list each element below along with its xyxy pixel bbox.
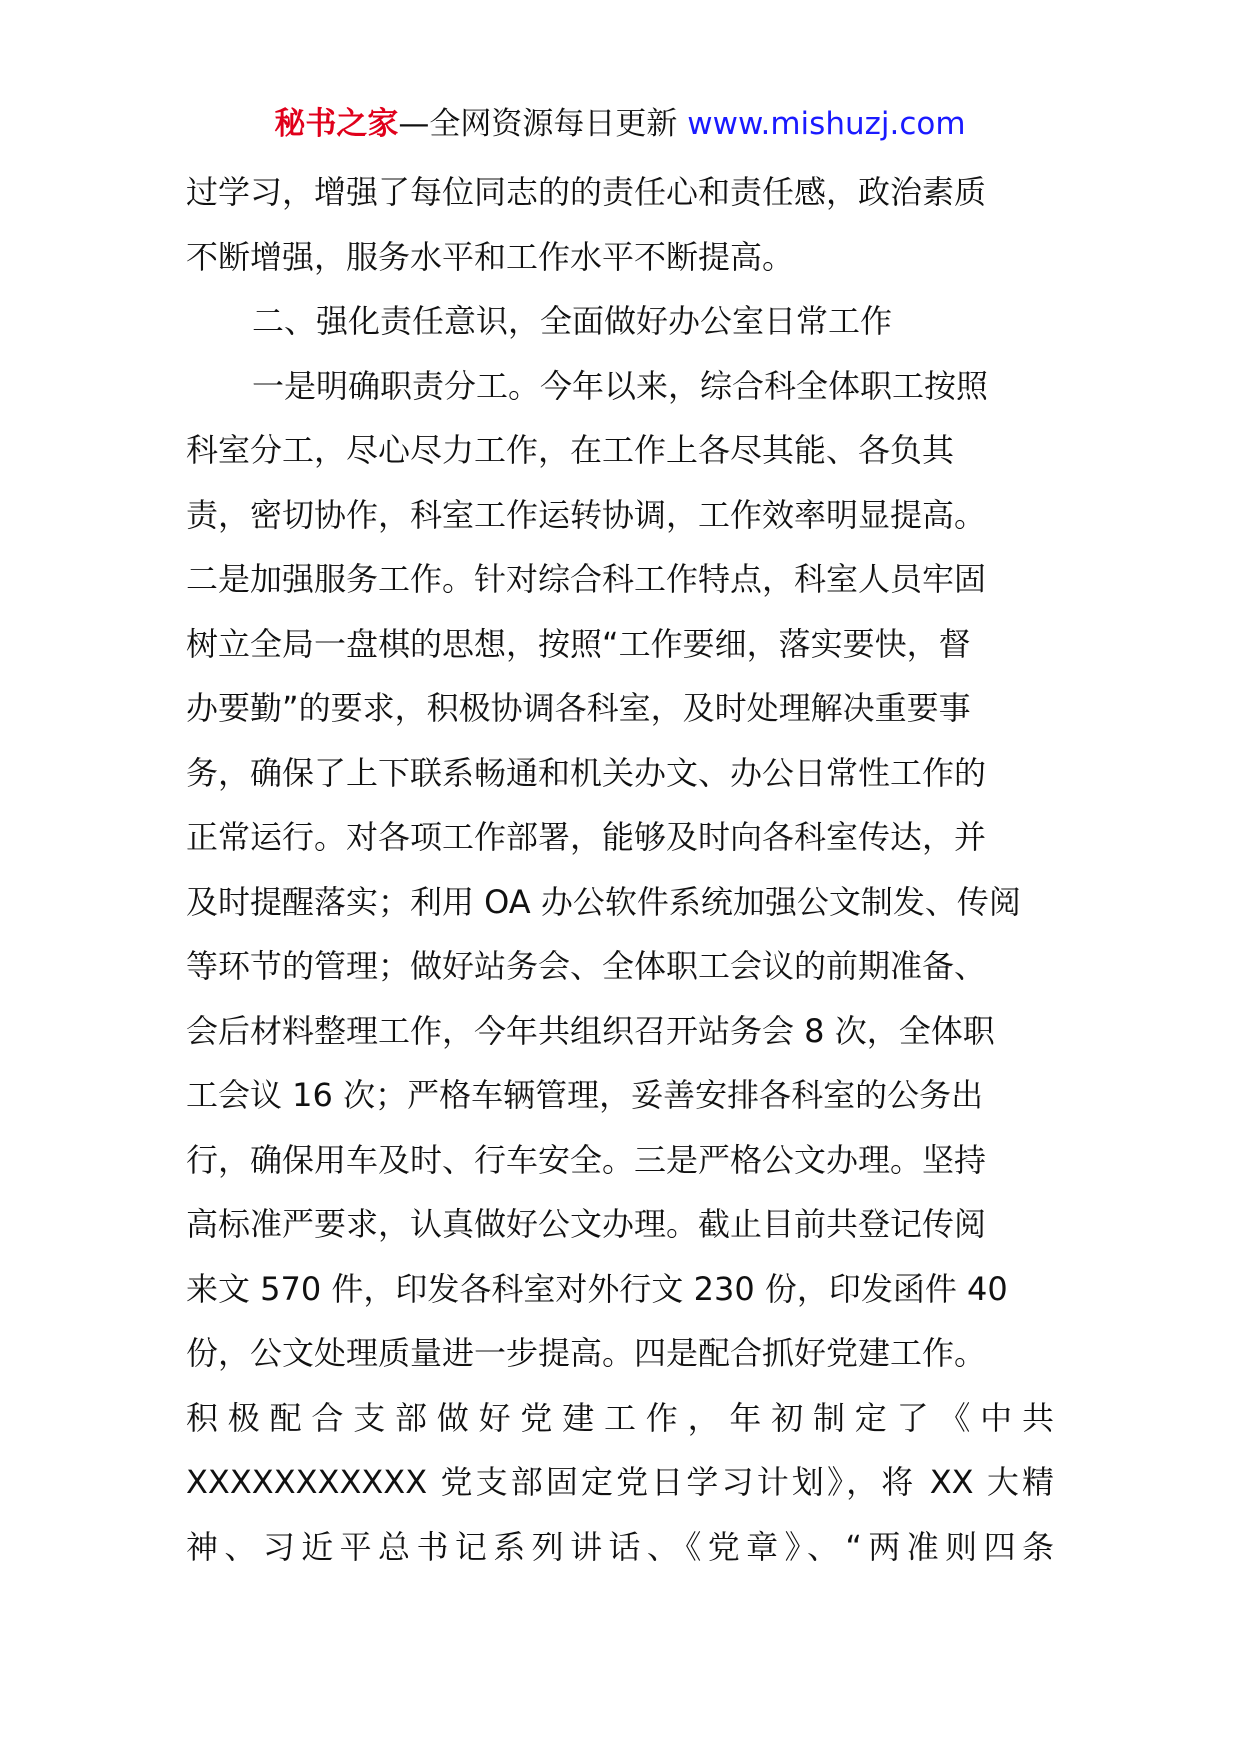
document-header [0, 102, 1240, 146]
brand-name: 秘书之家 [274, 106, 399, 142]
body-line: 正常运行。对各项工作部署，能够及时向各科室传达，并 [186, 818, 987, 856]
body-line: 工会议 16 次；严格车辆管理，妥善安排各科室的公务出 [186, 1076, 984, 1114]
header-tagline: —全网资源每日更新 [398, 106, 688, 142]
body-line: 会后材料整理工作，今年共组织召开站务会 8 次，全体职 [186, 1011, 995, 1050]
body-line: 过学习，增强了每位同志的的责任心和责任感，政治素质 [186, 173, 987, 211]
body-line: 科室分工，尽心尽力工作，在工作上各尽其能、各负其 [186, 431, 955, 469]
body-line: 积极配合支部做好党建工作，年初制定了《中共 [186, 1398, 1054, 1437]
body-line: 责，密切协作，科室工作运转协调，工作效率明显提高。 [186, 495, 987, 534]
body-line: 二是加强服务工作。针对综合科工作特点，科室人员牢固 [186, 560, 987, 598]
body-line: 高标准严要求，认真做好公文办理。截止目前共登记传阅 [186, 1205, 987, 1243]
paragraph-first-line: 一是明确职责分工。今年以来，综合科全体职工按照 [252, 366, 989, 405]
body-line: 等环节的管理；做好站务会、全体职工会议的前期准备、 [186, 947, 987, 985]
body-line: 神、习近平总书记系列讲话、《党章》、“两准则四条 [186, 1527, 1054, 1566]
section-heading: 二、强化责任意识，全面做好办公室日常工作 [252, 302, 893, 340]
body-line: 不断增强，服务水平和工作水平不断提高。 [186, 237, 795, 276]
body-line: 行，确保用车及时、行车安全。三是严格公文办理。坚持 [186, 1140, 987, 1179]
body-line: 份，公文处理质量进一步提高。四是配合抓好党建工作。 [186, 1334, 987, 1372]
body-line: 务，确保了上下联系畅通和机关办文、办公日常性工作的 [186, 753, 987, 792]
body-line: XXXXXXXXXXX 党支部固定党日学习计划》，将 XX 大精 [186, 1463, 1054, 1501]
document-body [186, 160, 1054, 1579]
body-line: 来文 570 件，印发各科室对外行文 230 份，印发函件 40 [186, 1269, 1008, 1308]
website-url: www.mishuzj.com [687, 106, 966, 142]
body-line: 办要勤”的要求，积极协调各科室，及时处理解决重要事 [186, 689, 971, 727]
body-line: 及时提醒落实；利用 OA 办公软件系统加强公文制发、传阅 [186, 882, 1021, 921]
body-line: 树立全局一盘棋的思想，按照“工作要细，落实要快，督 [186, 624, 971, 663]
